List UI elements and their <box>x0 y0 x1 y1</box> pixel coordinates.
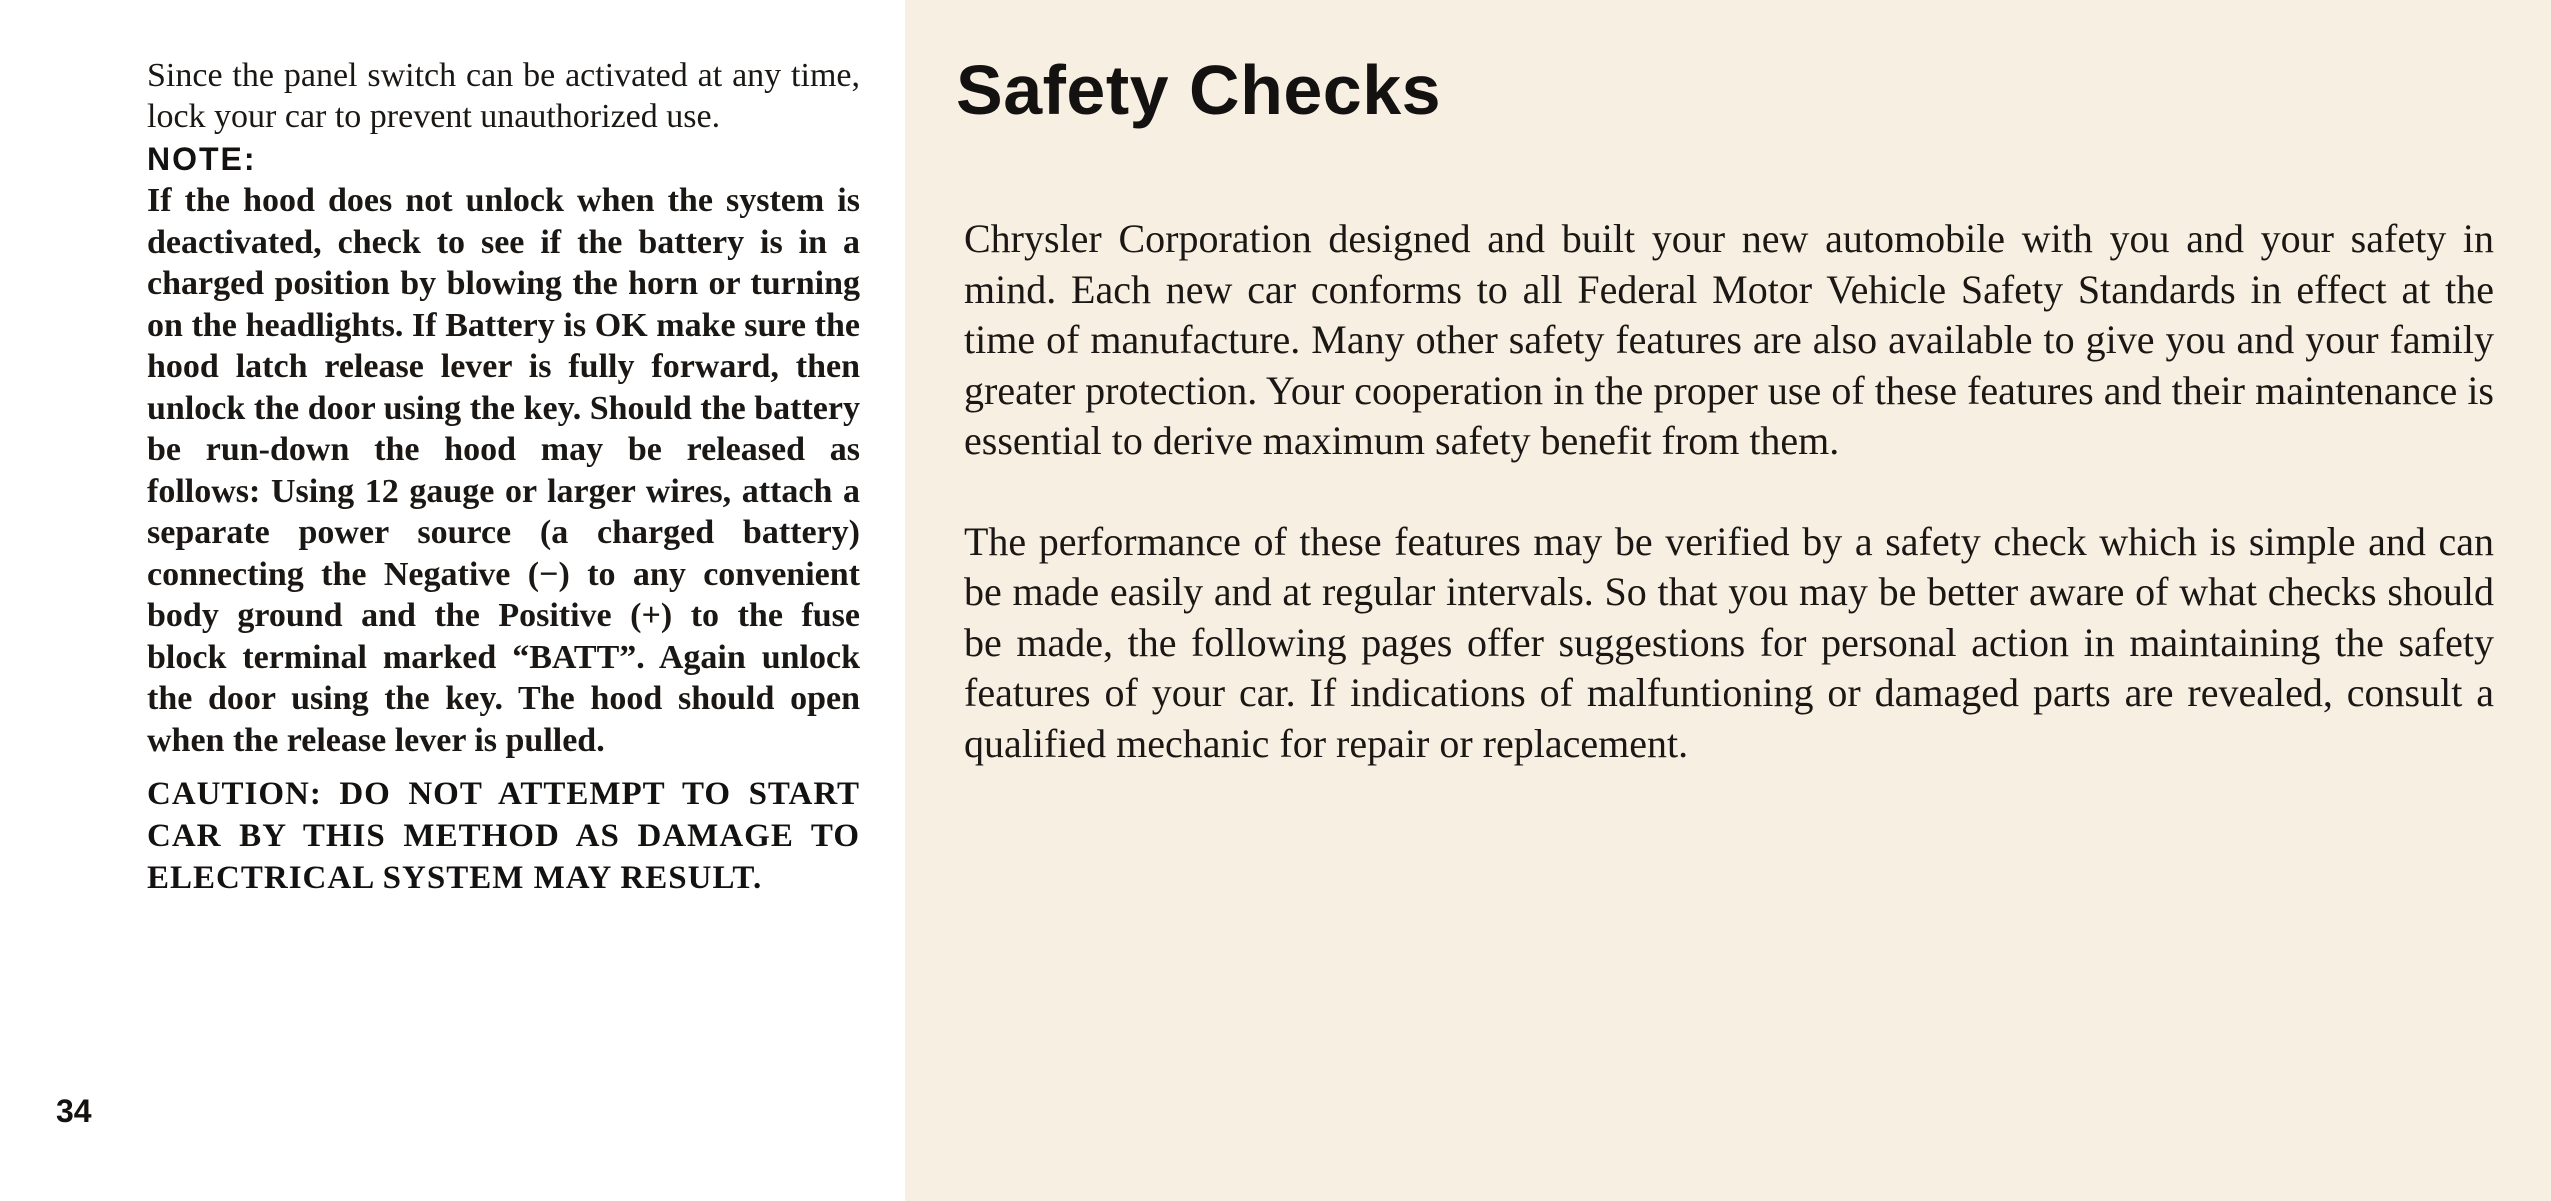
caution-text <box>147 773 860 899</box>
page-number: 34 <box>56 1093 92 1129</box>
caution-text-content: CAUTION: DO NOT ATTEMPT TO START CAR BY THIS METHOD AS DAMAGE TO ELECTRICAL SYSTEM MAY RESULT. <box>147 776 860 896</box>
paragraph-intro: Chrysler Corporation designed and built your new automobile with you and your safety in mind. Each new car conforms to all Federal Motor Vehicle Safety Standards in effect at the time of manufacture. Many other safety features are also available to give you and your family greater protection. Your cooperation in the proper use of these features and their maintenance is essential to derive maximum safety benefit from them. <box>964 216 2494 463</box>
intro-paragraph: Since the panel switch can be activated at any time, lock your car to prevent unauthorized use. <box>147 57 860 135</box>
page-title: Safety Checks <box>956 51 1442 129</box>
note-heading: NOTE: <box>147 141 257 177</box>
left-column <box>147 55 860 899</box>
left-page <box>0 0 905 1201</box>
right-column <box>964 214 2494 769</box>
note-body: If the hood does not unlock when the system is deactivated, check to see if the battery is in a charged position by blowing the horn or turning on the headlights. If Battery is OK make sure the hood latch release lever is fully forward, then unlock the door using the key. Should the battery be run-down the hood may be released as follows: Using 12 gauge or larger wires, attach a separate power source (a charged battery) connecting the Negative (−) to any convenient body ground and the Positive (+) to the fuse block terminal marked “BATT”. Again unlock the door using the key. The hood should open when the release lever is pulled. <box>147 182 860 759</box>
paragraph-performance: The performance of these features may be verified by a safety check which is simple and can be made easily and at regular intervals. So that you may be better aware of what checks should be made, the following pages offer suggestions for personal action in maintaining the safety features of your car. If indications of malfuntioning or damaged parts are revealed, consult a qualified mechanic for repair or replacement. <box>964 518 2494 766</box>
